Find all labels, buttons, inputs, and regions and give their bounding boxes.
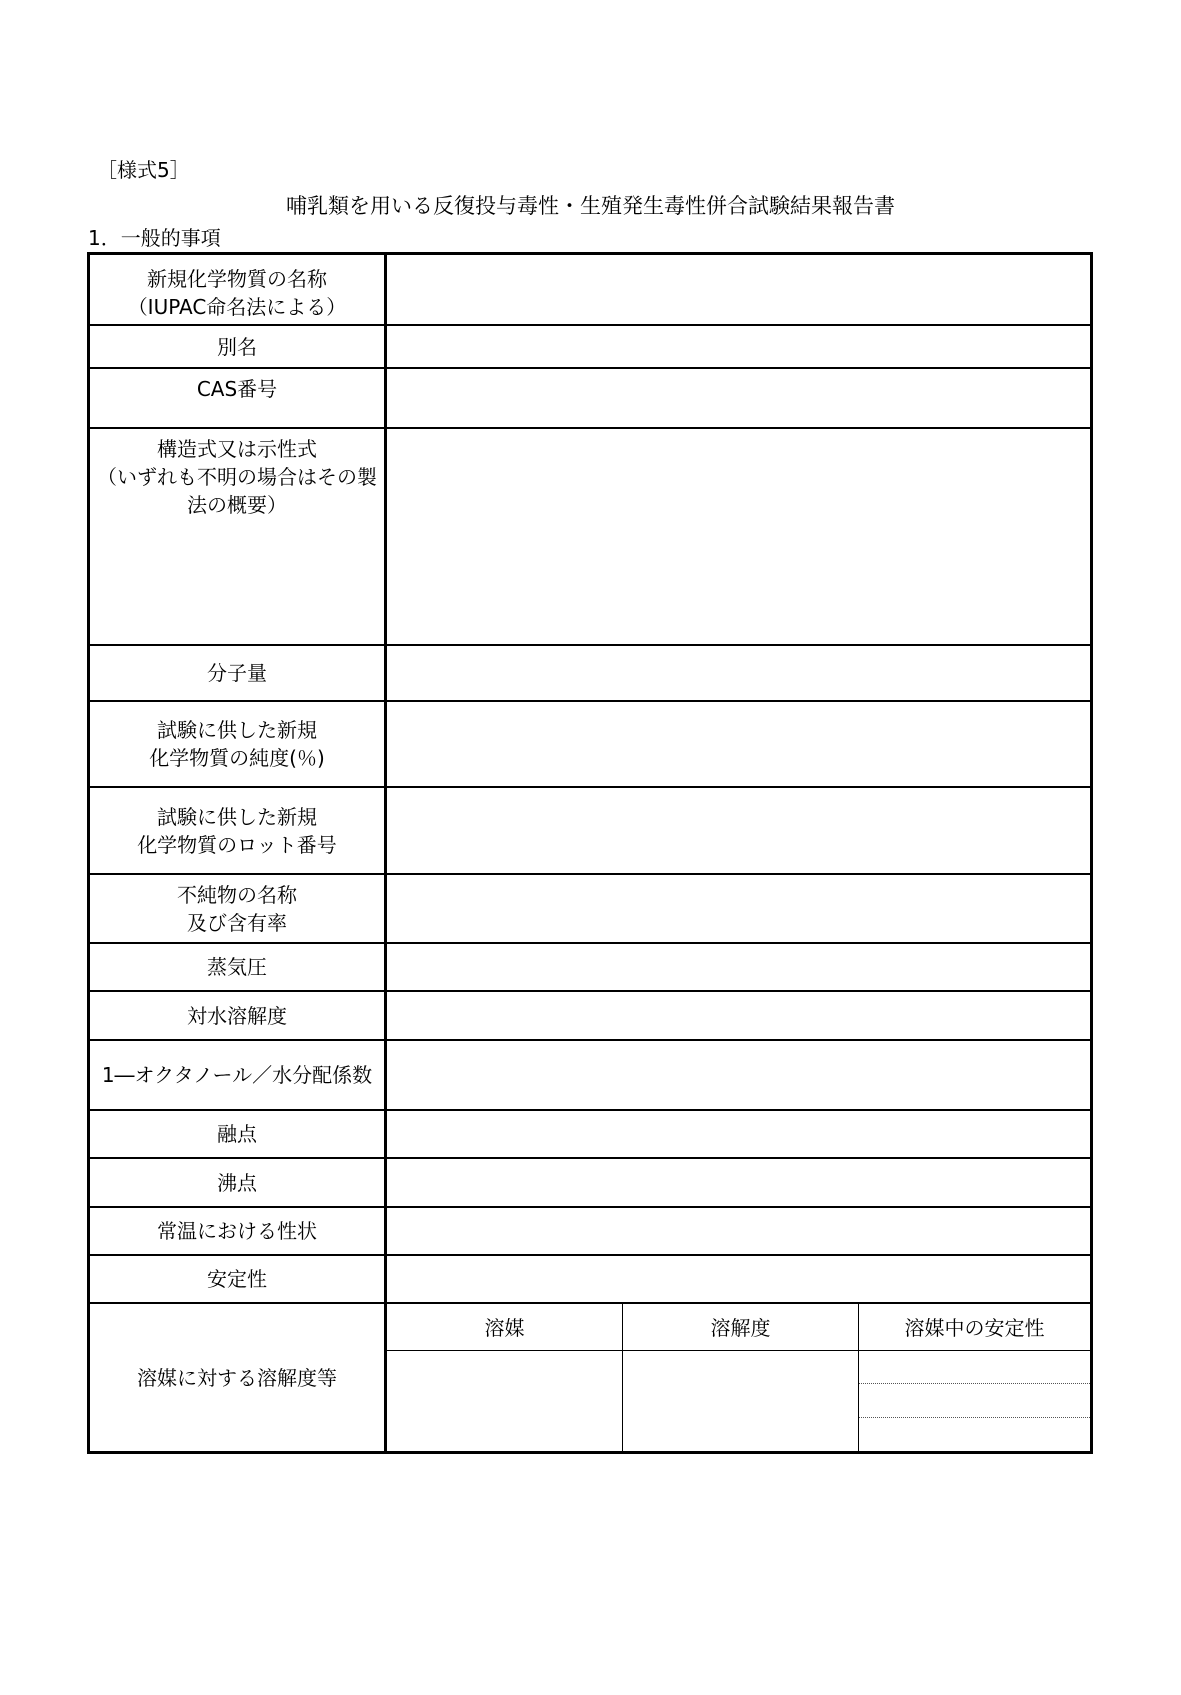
label-stability: 安定性 [90,1256,387,1304]
field-state-at-room-temp[interactable] [387,1208,1090,1256]
field-boiling-point[interactable] [387,1159,1090,1208]
label-boiling-point: 沸点 [90,1159,387,1208]
field-stability[interactable] [387,1256,1090,1304]
dotted-line [859,1418,1090,1451]
label-cas-number: CAS番号 [90,369,387,429]
label-substance-name: 新規化学物質の名称 （IUPAC命名法による） [90,255,387,326]
form-number: ［様式5］ [97,158,190,182]
field-impurities[interactable] [387,875,1090,944]
field-substance-name[interactable] [387,255,1090,326]
field-vapor-pressure[interactable] [387,944,1090,992]
field-cas-number[interactable] [387,369,1090,429]
label-vapor-pressure: 蒸気圧 [90,944,387,992]
column-header-solvent: 溶媒 [387,1304,623,1351]
dotted-line [859,1351,1090,1384]
field-stability-in-solvent[interactable] [859,1351,1090,1451]
field-melting-point[interactable] [387,1111,1090,1159]
field-structural-formula[interactable] [387,429,1090,646]
label-melting-point: 融点 [90,1111,387,1159]
label-impurities: 不純物の名称 及び含有率 [90,875,387,944]
field-solvent[interactable] [387,1351,623,1451]
field-purity[interactable] [387,702,1090,788]
label-state-at-room-temp: 常温における性状 [90,1208,387,1256]
dotted-line [859,1384,1090,1417]
solvent-solubility-subtable [387,1304,1090,1451]
general-info-table [87,252,1093,1454]
document-title: 哺乳類を用いる反復投与毒性・生殖発生毒性併合試験結果報告書 [286,194,895,218]
column-header-stability-in-solvent: 溶媒中の安定性 [859,1304,1090,1351]
label-solvent-solubility: 溶媒に対する溶解度等 [90,1304,387,1451]
label-partition-coefficient: 1―オクタノール／水分配係数 [90,1041,387,1111]
label-alias: 別名 [90,326,387,369]
label-structural-formula: 構造式又は示性式 （いずれも不明の場合はその製法の概要） [90,429,387,646]
label-lot-number: 試験に供した新規 化学物質のロット番号 [90,788,387,875]
field-partition-coefficient[interactable] [387,1041,1090,1111]
field-alias[interactable] [387,326,1090,369]
field-lot-number[interactable] [387,788,1090,875]
label-molecular-weight: 分子量 [90,646,387,702]
field-solubility[interactable] [623,1351,859,1451]
label-purity: 試験に供した新規 化学物質の純度(％) [90,702,387,788]
label-water-solubility: 対水溶解度 [90,992,387,1041]
field-molecular-weight[interactable] [387,646,1090,702]
column-header-solubility: 溶解度 [623,1304,859,1351]
field-water-solubility[interactable] [387,992,1090,1041]
section-heading: 1．一般的事項 [88,226,221,250]
